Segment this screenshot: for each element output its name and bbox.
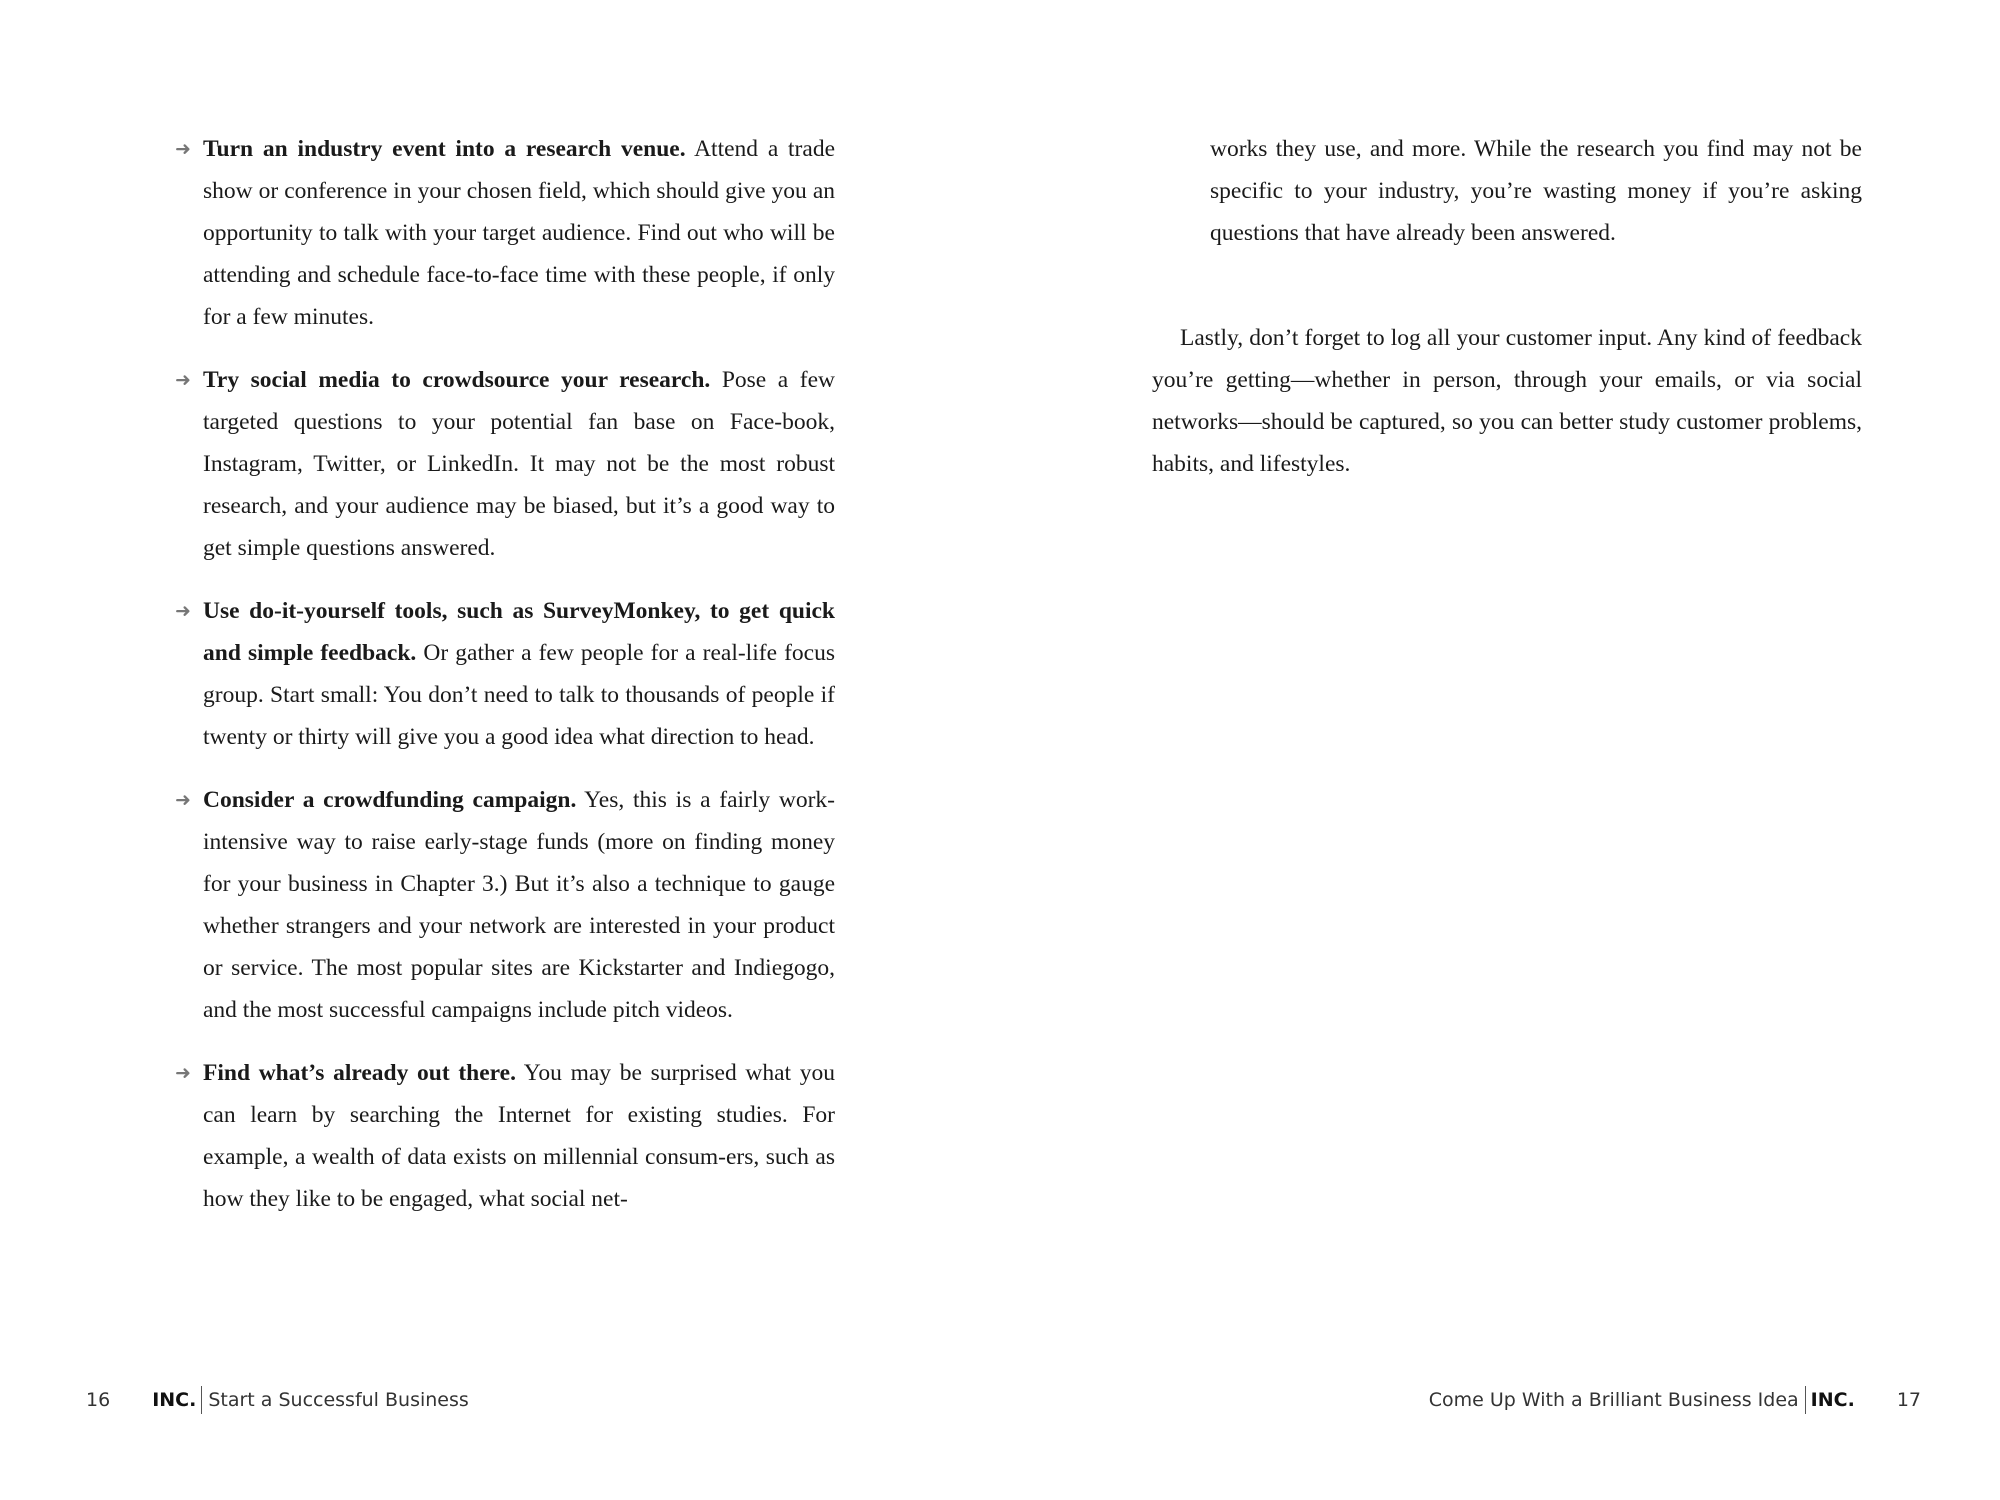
page-number: 17 (1896, 1389, 1921, 1411)
right-page-footer (1429, 1385, 1921, 1415)
list-item (175, 590, 835, 758)
right-page (1000, 0, 2000, 1500)
arrow-right-icon: ➜ (175, 1062, 191, 1084)
bullet-text: Yes, this is a fairly work-intensive way to raise early-stage funds (more on finding money for your business in Chapter 3.) But it’s also a technique to gauge whether strangers and your network are interested in your product or service. The most popular sites are Kickstarter and Indiegogo, and the most successful campaigns include pitch videos. (203, 787, 835, 1023)
bullet-lead: Try social media to crowdsource your research. (203, 367, 711, 393)
running-title: Come Up With a Brilliant Business Idea (1428, 1389, 1799, 1411)
arrow-right-icon: ➜ (175, 600, 191, 622)
research-tips-list (175, 128, 835, 1241)
list-item (175, 1052, 835, 1220)
list-item (175, 128, 835, 338)
closing-paragraph: Lastly, don’t forget to log all your customer input. Any kind of feedback you’re getting—whether in person, through your emails, or via social networks—should be captured, so you can better study customer problems, habits, and lifestyles. (1152, 325, 1862, 477)
arrow-right-icon: ➜ (175, 789, 191, 811)
bullet-text: Pose a few targeted questions to your potential fan base on Face-book, Instagram, Twitter, or LinkedIn. It may not be the most robust research, and your audience may be biased, but it’s a good way to get simple questions answered. (203, 367, 835, 561)
bullet-lead: Use do-it-yourself tools, such as SurveyMonkey, to get quick and simple feedback. (203, 598, 835, 666)
bullet-text: Or gather a few people for a real-life focus group. Start small: You don’t need to talk to thousands of people if twenty or thirty will give you a good idea what direction to head. (203, 640, 835, 750)
arrow-right-icon: ➜ (175, 138, 191, 160)
arrow-right-icon: ➜ (175, 369, 191, 391)
bullet-lead: Turn an industry event into a research venue. (203, 136, 686, 162)
bullet-text: Attend a trade show or conference in your chosen field, which should give you an opportunity to talk with your target audience. Find out who will be attending and schedule face-to-face time with these people, if only for a few minutes. (203, 136, 835, 330)
inc-logo: INC. (152, 1386, 202, 1414)
list-item (175, 359, 835, 569)
list-item (175, 779, 835, 1031)
bullet-lead: Consider a crowdfunding campaign. (203, 787, 577, 813)
bullet-text: You may be surprised what you can learn by searching the Internet for existing studies. For example, a wealth of data exists on millennial consum-ers, such as how they like to be engaged, what social net- (203, 1060, 835, 1212)
inc-logo: INC. (1805, 1386, 1855, 1414)
bullet-lead: Find what’s already out there. (203, 1060, 516, 1086)
page-number: 16 (86, 1389, 111, 1411)
running-title: Start a Successful Business (208, 1389, 469, 1411)
continued-paragraph: works they use, and more. While the research you find may not be specific to your industry, you’re wasting money if you’re asking questions that have already been answered. (1210, 136, 1862, 246)
left-page-footer (86, 1385, 469, 1415)
